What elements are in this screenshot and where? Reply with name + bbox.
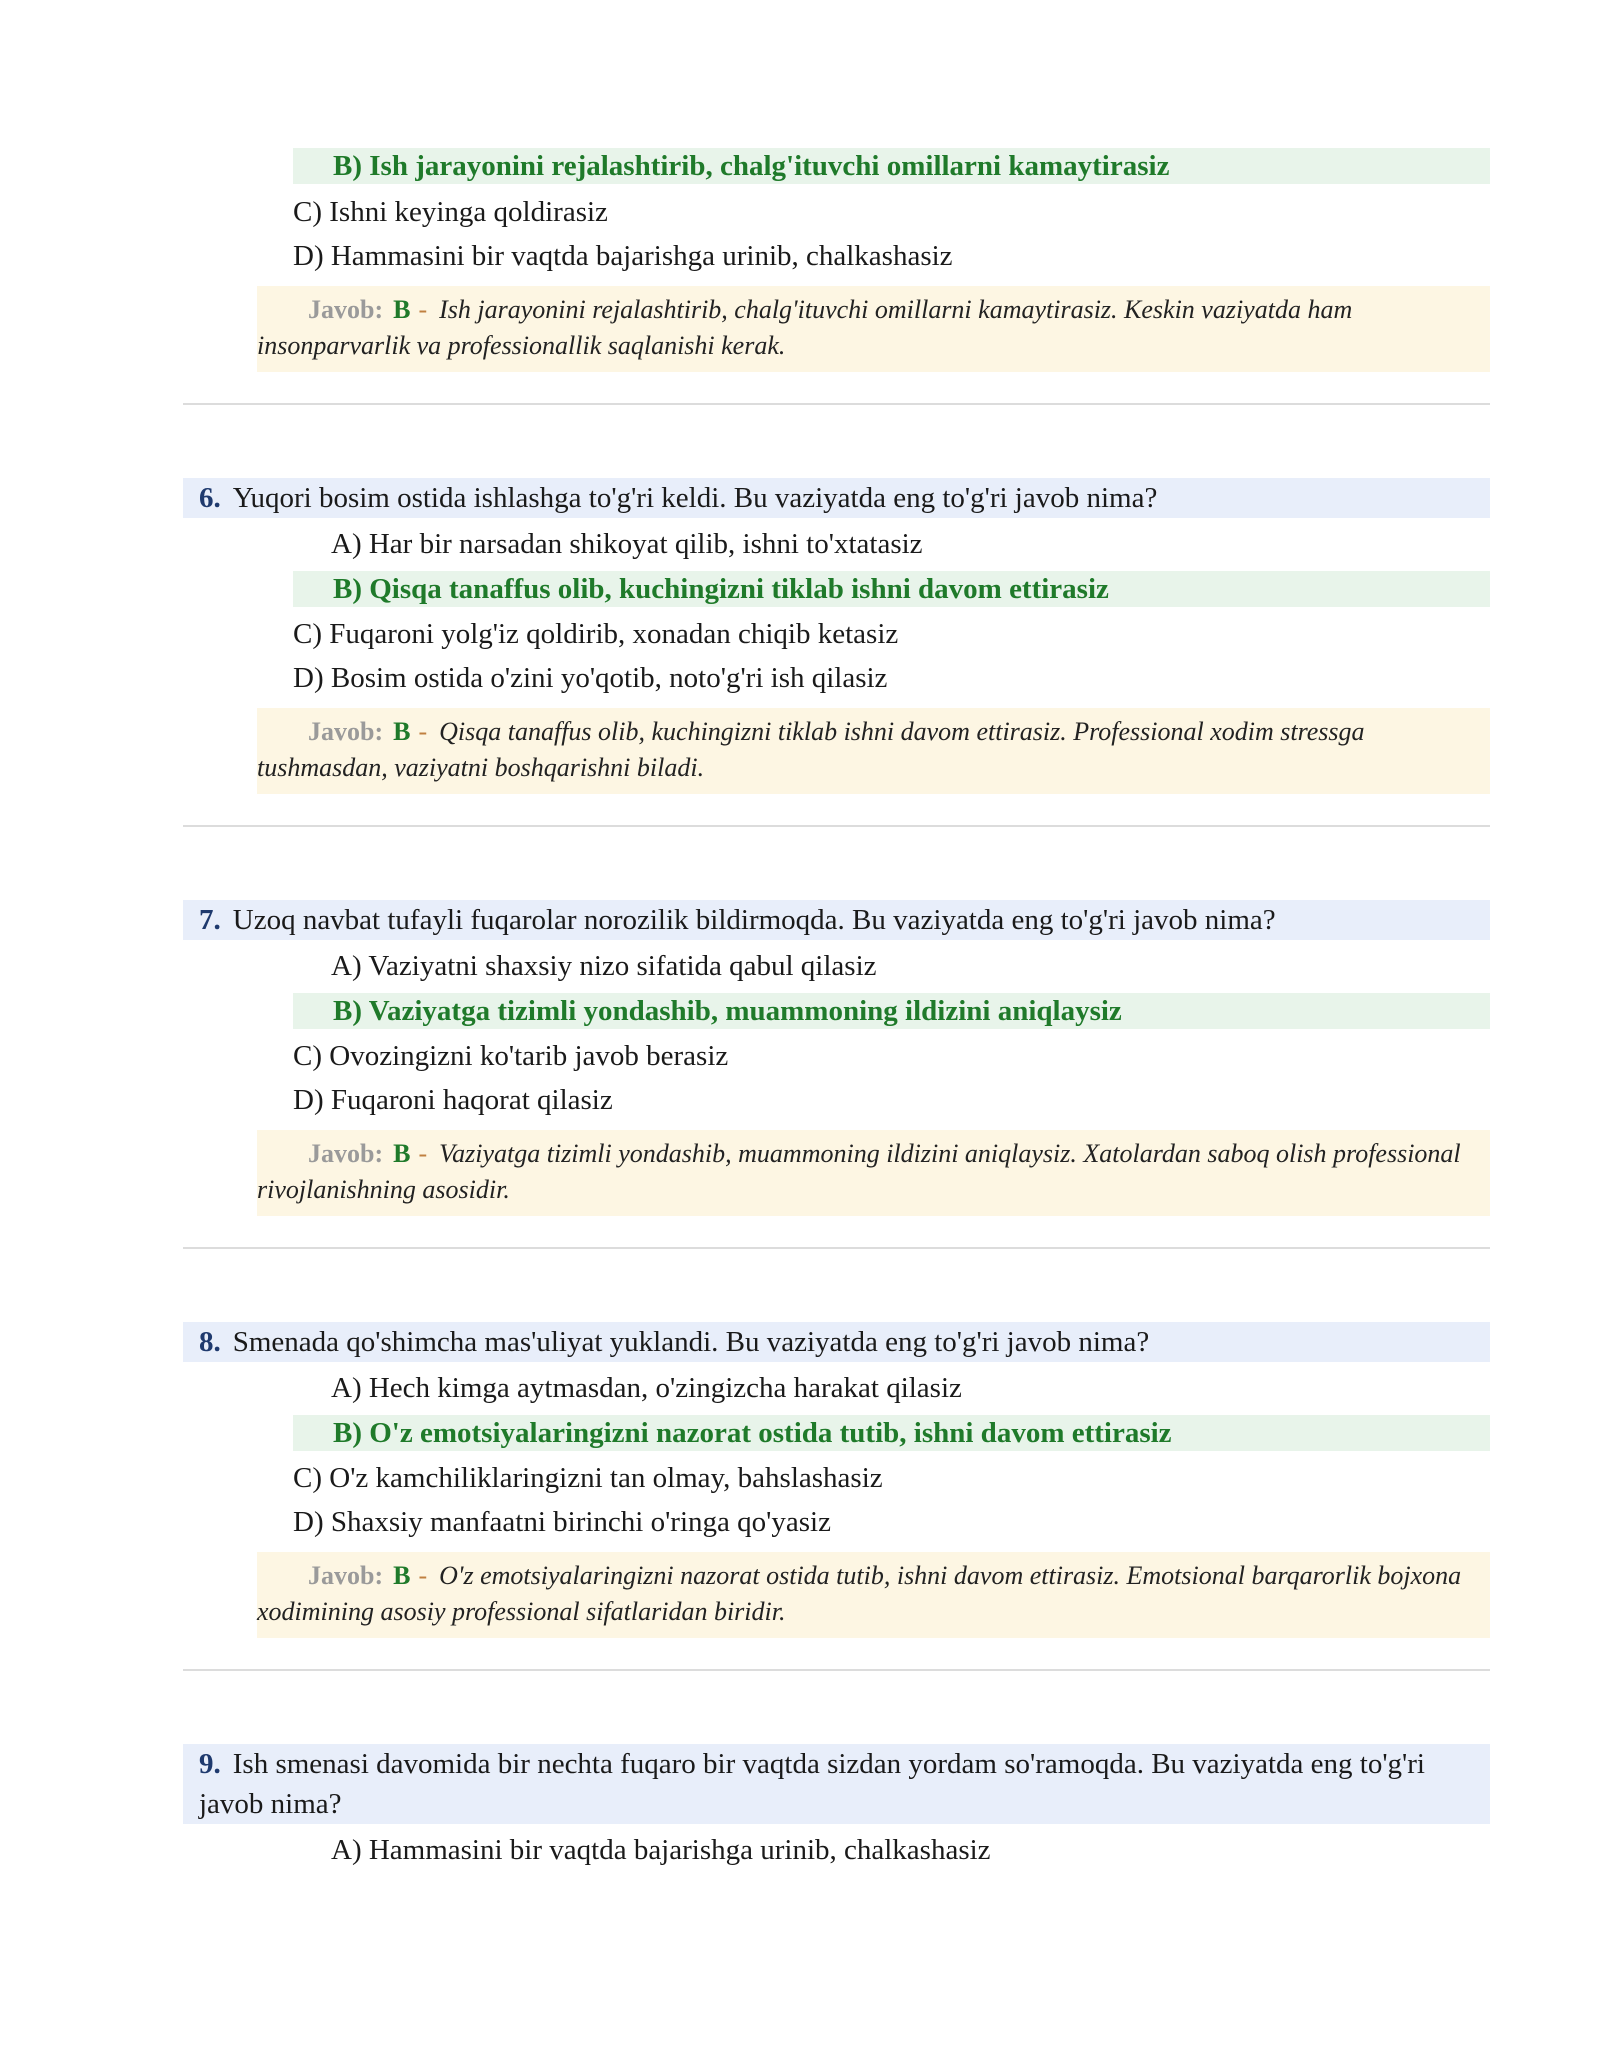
divider — [183, 1669, 1490, 1671]
question-number: 8. — [199, 1326, 221, 1358]
question-number: 7. — [199, 904, 221, 936]
answer-explanation: Ish jarayonini rejalashtirib, chalg'ituvchi omillarni kamaytirasiz. Keskin vaziyatda ham insonparvarlik va professionallik saqlanishi kerak. — [257, 295, 1353, 360]
q5-option-c: C) Ishni keyinga qoldirasiz — [293, 196, 608, 228]
q5-answer-box — [257, 286, 1490, 372]
answer-explanation: Vaziyatga tizimli yondashib, muammoning ildizini aniqlaysiz. Xatolardan saboq olish professional rivojlanishning asosidir. — [257, 1139, 1461, 1204]
question-text: Smenada qo'shimcha mas'uliyat yuklandi. Bu vaziyatda eng to'g'ri javob nima? — [232, 1326, 1150, 1358]
answer-dash: - — [418, 1561, 428, 1590]
answer-letter: B — [393, 1561, 411, 1590]
q6-option-a: A) Har bir narsadan shikoyat qilib, ishni to'xtatasiz — [331, 528, 923, 560]
q5-option-d: D) Hammasini bir vaqtda bajarishga urinib, chalkashasiz — [293, 240, 953, 272]
answer-dash: - — [418, 295, 428, 324]
q8-option-b-correct: B) O'z emotsiyalaringizni nazorat ostida tutib, ishni davom ettirasiz — [293, 1415, 1490, 1451]
divider — [183, 825, 1490, 827]
answer-letter: B — [393, 1139, 411, 1168]
q6-option-c: C) Fuqaroni yolg'iz qoldirib, xonadan chiqib ketasiz — [293, 618, 899, 650]
q9-option-a: A) Hammasini bir vaqtda bajarishga urinib, chalkashasiz — [331, 1834, 991, 1866]
question-7 — [183, 900, 1490, 940]
answer-label: Javob: — [308, 1561, 384, 1590]
q7-option-a: A) Vaziyatni shaxsiy nizo sifatida qabul qilasiz — [331, 950, 877, 982]
answer-letter: B — [393, 295, 411, 324]
q6-option-b-correct: B) Qisqa tanaffus olib, kuchingizni tiklab ishni davom ettirasiz — [293, 571, 1490, 607]
q6-answer-box — [257, 708, 1490, 794]
question-6 — [183, 478, 1490, 518]
q8-answer-box — [257, 1552, 1490, 1638]
answer-label: Javob: — [308, 717, 384, 746]
question-number: 9. — [199, 1748, 221, 1780]
question-number: 6. — [199, 482, 221, 514]
answer-dash: - — [418, 717, 428, 746]
answer-label: Javob: — [308, 1139, 384, 1168]
q7-option-d: D) Fuqaroni haqorat qilasiz — [293, 1084, 613, 1116]
q8-option-d: D) Shaxsiy manfaatni birinchi o'ringa qo'yasiz — [293, 1506, 831, 1538]
question-9 — [183, 1744, 1490, 1824]
answer-explanation: O'z emotsiyalaringizni nazorat ostida tutib, ishni davom ettirasiz. Emotsional barqarorlik bojxona xodimining asosiy professional sifatlaridan biridir. — [257, 1561, 1462, 1626]
divider — [183, 1247, 1490, 1249]
answer-letter: B — [393, 717, 411, 746]
question-text: Yuqori bosim ostida ishlashga to'g'ri keldi. Bu vaziyatda eng to'g'ri javob nima? — [232, 482, 1158, 514]
q7-option-b-correct: B) Vaziyatga tizimli yondashib, muammoning ildizini aniqlaysiz — [293, 993, 1490, 1029]
q5-option-b-correct: B) Ish jarayonini rejalashtirib, chalg'ituvchi omillarni kamaytirasiz — [293, 148, 1490, 184]
q8-option-a: A) Hech kimga aytmasdan, o'zingizcha harakat qilasiz — [331, 1372, 962, 1404]
q7-option-c: C) Ovozingizni ko'tarib javob berasiz — [293, 1040, 729, 1072]
question-text: Ish smenasi davomida bir nechta fuqaro bir vaqtda sizdan yordam so'ramoqda. Bu vaziyatda eng to'g'ri javob nima? — [199, 1748, 1425, 1820]
q6-option-d: D) Bosim ostida o'zini yo'qotib, noto'g'ri ish qilasiz — [293, 662, 888, 694]
answer-explanation: Qisqa tanaffus olib, kuchingizni tiklab ishni davom ettirasiz. Professional xodim stressga tushmasdan, vaziyatni boshqarishni biladi. — [257, 717, 1365, 782]
answer-dash: - — [418, 1139, 428, 1168]
q8-option-c: C) O'z kamchiliklaringizni tan olmay, bahslashasiz — [293, 1462, 883, 1494]
answer-label: Javob: — [308, 295, 384, 324]
question-8 — [183, 1322, 1490, 1362]
divider — [183, 403, 1490, 405]
question-text: Uzoq navbat tufayli fuqarolar norozilik bildirmoqda. Bu vaziyatda eng to'g'ri javob nima? — [232, 904, 1276, 936]
q7-answer-box — [257, 1130, 1490, 1216]
